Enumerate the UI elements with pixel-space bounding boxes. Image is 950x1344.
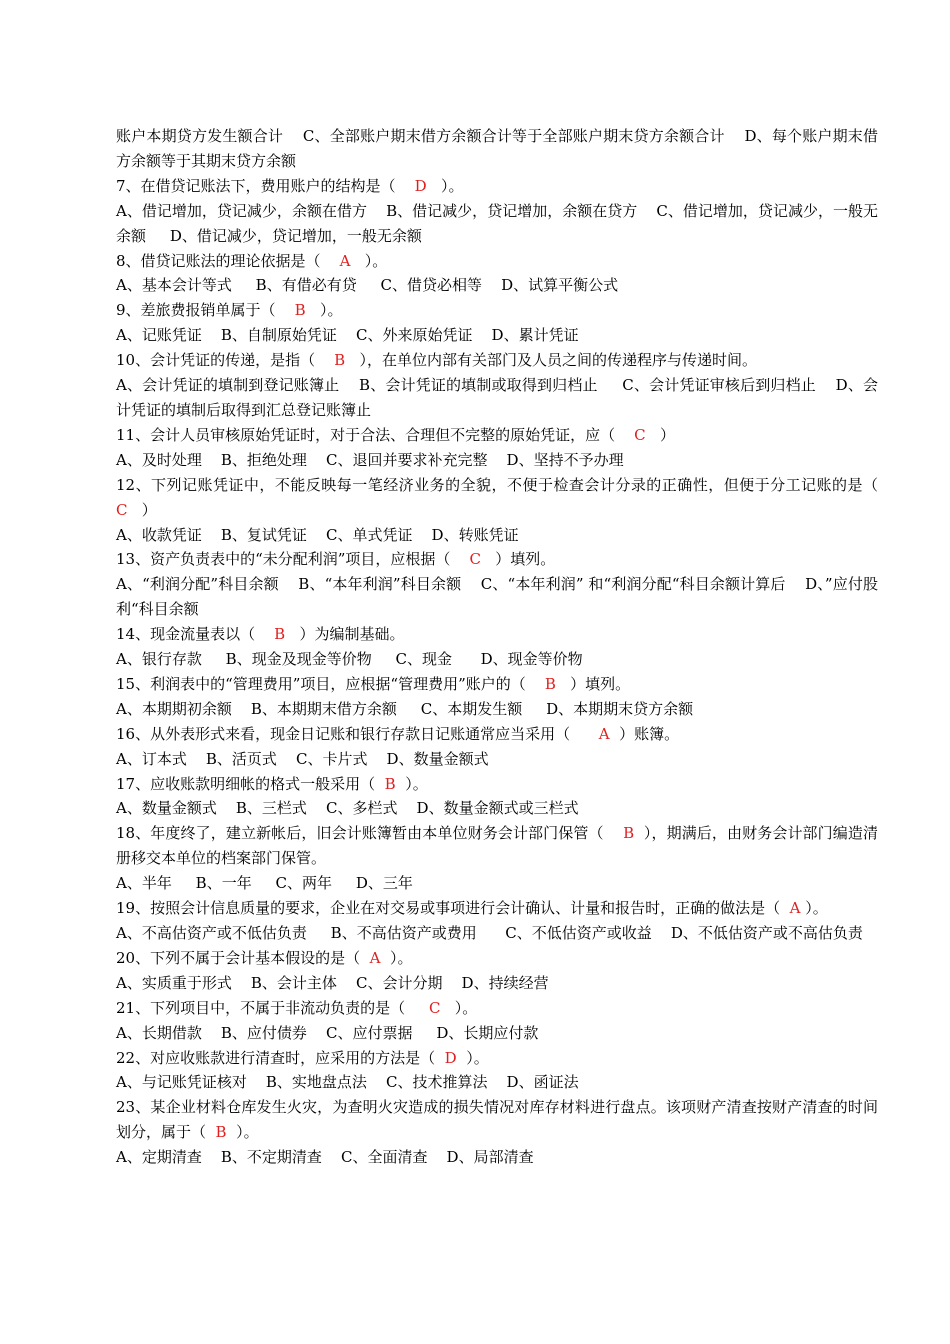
line-text: ）。 [800, 899, 828, 918]
answer-letter: B [215, 1123, 227, 1142]
line-text: ）账簿。 [609, 724, 680, 743]
text-line [116, 722, 878, 747]
text-line [116, 323, 878, 348]
text-line [116, 523, 878, 548]
text-line [116, 448, 878, 473]
text-line [116, 373, 878, 423]
text-line [116, 821, 878, 871]
line-text: 14、现金流量表以（ [116, 625, 275, 644]
answer-letter: B [274, 625, 286, 644]
answer-letter: C [116, 500, 128, 519]
text-line [116, 273, 878, 298]
line-text: 22、对应收账款进行清查时，应采用的方法是（ [116, 1048, 445, 1067]
line-text: A、记账凭证 B、自制原始凭证 C、外来原始凭证 D、累计凭证 [116, 326, 579, 345]
line-text: 11、会计人员审核原始凭证时，对于合法、合理但不完整的原始凭证，应（ [116, 425, 635, 444]
line-text: 19、按照会计信息质量的要求，企业在对交易或事项进行会计确认、计量和报告时，正确的做法是（ [116, 899, 790, 918]
text-line [116, 1095, 878, 1145]
text-line [116, 747, 878, 772]
line-text: ）填列。 [555, 674, 631, 693]
line-text: A、借记增加，贷记减少，余额在借方 B、借记减少，贷记增加，余额在贷方 C、借记增加，贷记减少，一般无余额 D、借记减少，贷记增加，一般无余额 [116, 201, 878, 245]
line-text: A、与记账凭证核对 B、实地盘点法 C、技术推算法 D、函证法 [116, 1073, 579, 1092]
text-line [116, 921, 878, 946]
line-text: A、收款凭证 B、复试凭证 C、单式凭证 D、转账凭证 [116, 525, 519, 544]
line-text: 12、下列记账凭证中，不能反映每一笔经济业务的全貌，不便于检查会计分录的正确性，但便于分工记账的是（ [116, 475, 898, 494]
answer-letter: C [469, 550, 481, 569]
text-line [116, 572, 878, 622]
line-text: ）。 [456, 1048, 489, 1067]
answer-letter: D [444, 1048, 457, 1067]
line-text: A、长期借款 B、应付债券 C、应付票据 D、长期应付款 [116, 1023, 539, 1042]
line-text: 10、会计凭证的传递，是指（ [116, 351, 335, 370]
line-text: ）。 [305, 301, 343, 320]
line-text: ） [645, 425, 675, 444]
line-text: 23、某企业材料仓库发生火灾，为查明火灾造成的损失情况对库存材料进行盘点。该项财产清查按财产清查的时间划分，属于（ [116, 1098, 878, 1142]
text-line [116, 1145, 878, 1170]
line-text: 21、下列项目中，不属于非流动负责的是（ [116, 998, 429, 1017]
answer-letter: B [294, 301, 306, 320]
line-text: ），期满后，由财务会计部门编造清册移交本单位的档案部门保管。 [116, 824, 878, 868]
answer-letter: B [623, 824, 635, 843]
line-text: A、“利润分配”科目余额 B、“本年利润”科目余额 C、“本年利润” 和“利润分配“科目余额计算后 D、”应付股利“科目余额 [116, 575, 878, 619]
text-line [116, 298, 878, 323]
text-line [116, 996, 878, 1021]
line-text: 账户本期贷方发生额合计 C、全部账户期末借方余额合计等于全部账户期末贷方余额合计 D、每个账户期末借方余额等于其期末贷方余额 [116, 127, 878, 170]
text-line [116, 796, 878, 821]
text-line [116, 647, 878, 672]
text-line [116, 348, 878, 373]
answer-letter: A [789, 899, 801, 918]
text-line [116, 871, 878, 896]
line-text: 20、下列不属于会计基本假设的是（ [116, 948, 370, 967]
answer-letter: D [414, 176, 427, 195]
answer-letter: B [334, 351, 346, 370]
text-line [116, 1070, 878, 1095]
line-text: ），在单位内部有关部门及人员之间的传递程序与传递时间。 [345, 351, 758, 370]
line-text: A、会计凭证的填制到登记账簿止 B、会计凭证的填制或取得到归档止 C、会计凭证审核后到归档止 D、会计凭证的填制后取得到汇总登记账簿止 [116, 376, 878, 419]
document-body [116, 124, 898, 1170]
text-line [116, 249, 878, 274]
line-text: 18、年度终了，建立新帐后，旧会计账簿暂由本单位财务会计部门保管（ [116, 824, 624, 843]
text-line [116, 971, 878, 996]
line-text: ）。 [395, 774, 428, 793]
line-text: 16、从外表形式来看，现金日记账和银行存款日记账通常应当采用（ [116, 724, 599, 743]
answer-letter: A [369, 948, 381, 967]
text-line [116, 174, 878, 199]
line-text: ）。 [440, 998, 478, 1017]
answer-letter: C [634, 425, 646, 444]
line-text: 15、利润表中的“管理费用”项目，应根据“管理费用”账户的（ [116, 674, 545, 693]
text-line [116, 1046, 878, 1071]
line-text: 17、应收账款明细帐的格式一般采用（ [116, 774, 385, 793]
text-line [116, 946, 878, 971]
line-text: 9、差旅费报销单属于（ [116, 301, 295, 320]
line-text: A、本期期初余额 B、本期期末借方余额 C、本期发生额 D、本期期末贷方余额 [116, 699, 694, 718]
text-line [116, 1021, 878, 1046]
line-text: 8、借贷记账法的理论依据是（ [116, 251, 340, 270]
line-text: ）。 [380, 948, 413, 967]
line-text: 13、资产负责表中的“未分配利润”项目，应根据（ [116, 550, 470, 569]
line-text: ）。 [226, 1123, 259, 1142]
text-line [116, 423, 878, 448]
answer-letter: B [544, 674, 556, 693]
text-line [116, 772, 878, 797]
text-line [116, 896, 878, 921]
line-text: ）。 [350, 251, 388, 270]
line-text: A、定期清查 B、不定期清查 C、全面清查 D、局部清查 [116, 1148, 534, 1167]
answer-letter: B [384, 774, 396, 793]
line-text: A、基本会计等式 B、有借必有贷 C、借贷必相等 D、试算平衡公式 [116, 276, 619, 295]
text-line [116, 672, 878, 697]
line-text: ）为编制基础。 [285, 625, 405, 644]
line-text: A、不高估资产或不低估负责 B、不高估资产或费用 C、不低估资产或收益 D、不低估资产或不高估负责 [116, 924, 863, 942]
answer-letter: C [428, 998, 441, 1017]
answer-letter: A [598, 724, 610, 743]
text-line [116, 473, 898, 523]
text-line [116, 697, 878, 722]
text-line [116, 199, 878, 249]
line-text: ）。 [426, 176, 464, 195]
text-line [116, 547, 878, 572]
answer-letter: A [339, 251, 351, 270]
line-text: A、及时处理 B、拒绝处理 C、退回并要求补充完整 D、坚持不予办理 [116, 450, 624, 469]
line-text: A、订本式 B、活页式 C、卡片式 D、数量金额式 [116, 749, 489, 768]
line-text: ）填列。 [480, 550, 556, 569]
line-text: A、半年 B、一年 C、两年 D、三年 [116, 874, 413, 893]
line-text: A、数量金额式 B、三栏式 C、多栏式 D、数量金额式或三栏式 [116, 799, 579, 818]
text-line [116, 622, 878, 647]
line-text: ） [127, 500, 157, 519]
line-text: A、银行存款 B、现金及现金等价物 C、现金 D、现金等价物 [116, 650, 583, 669]
line-text: A、实质重于形式 B、会计主体 C、会计分期 D、持续经营 [116, 973, 549, 992]
line-text: 7、在借贷记账法下，费用账户的结构是（ [116, 176, 415, 195]
text-line [116, 124, 878, 174]
